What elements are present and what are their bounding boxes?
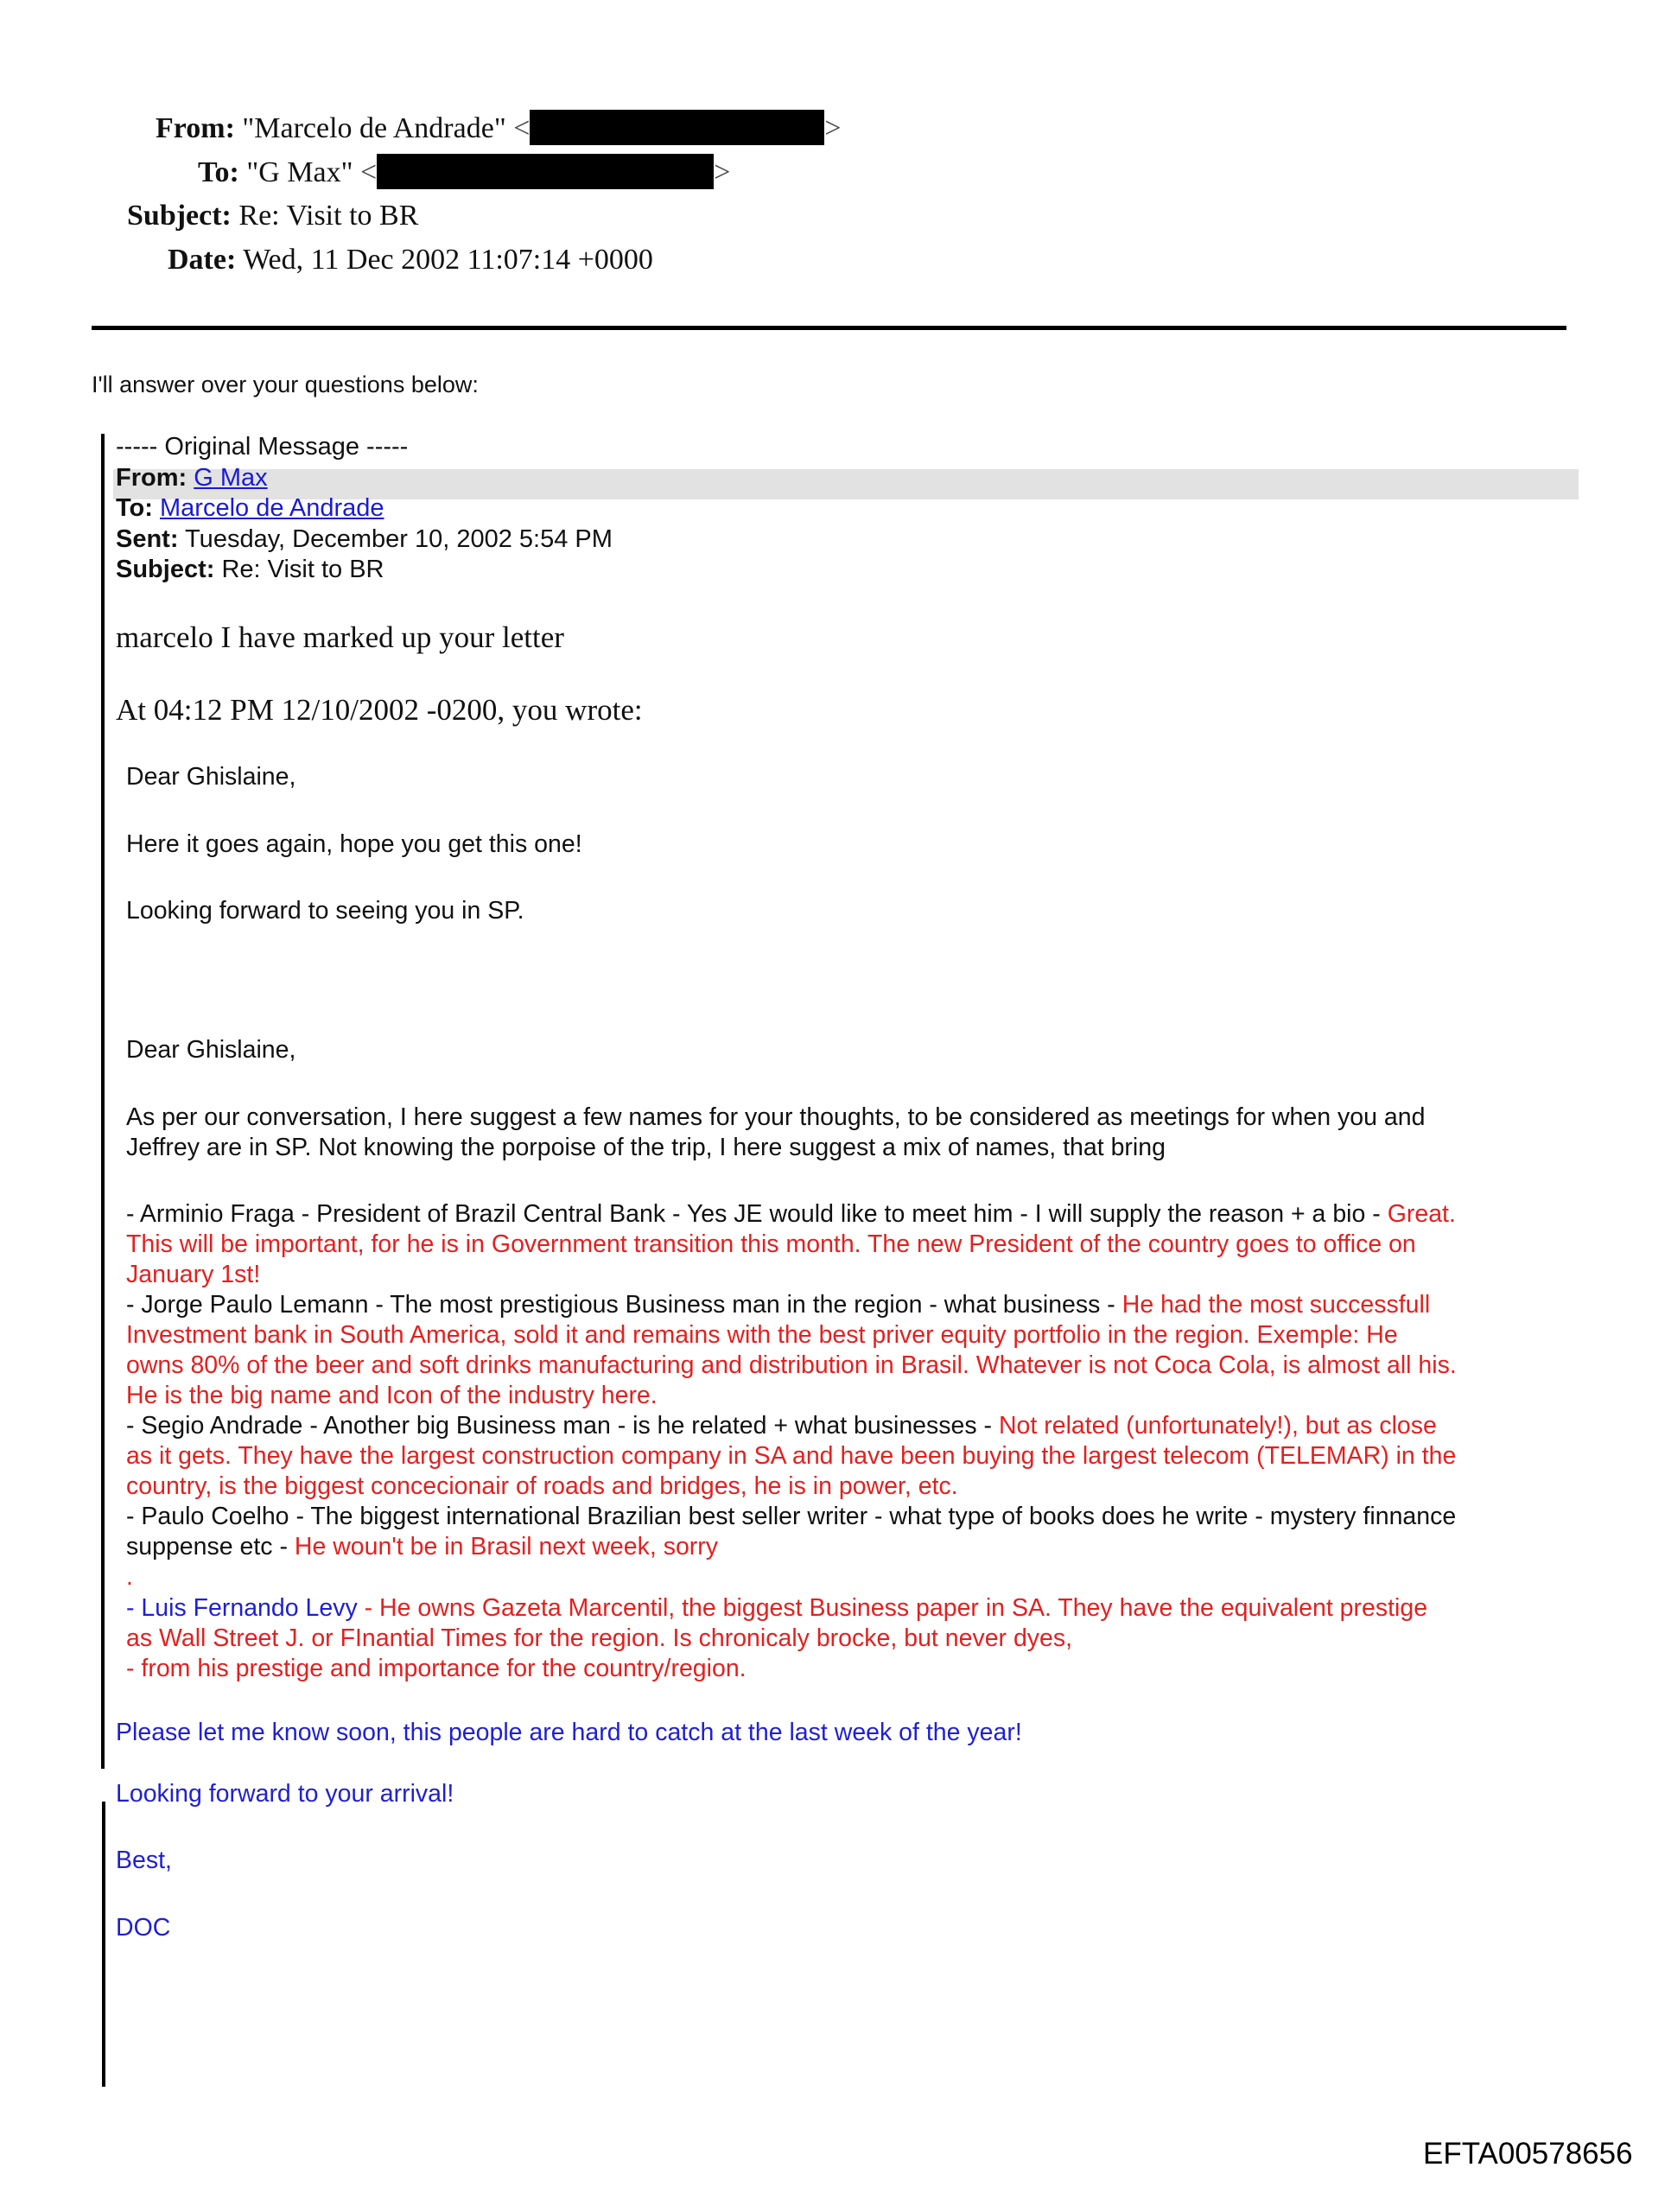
orig-subject-row	[116, 555, 384, 585]
header-to-label: To:	[198, 156, 239, 188]
header-date: Wed, 11 Dec 2002 11:07:14 +0000	[243, 244, 653, 276]
please-line: Please let me know soon, this people are hard to catch at the last week of the year!	[116, 1719, 1022, 1746]
orig-from-label: From:	[116, 464, 187, 492]
orig-subject: Re: Visit to BR	[221, 556, 384, 583]
greeting-1: Dear Ghislaine,	[126, 763, 296, 791]
orig-from-link[interactable]: G Max	[194, 464, 268, 492]
quote-bar-closing	[102, 1802, 105, 2087]
header-subject-label: Subject:	[127, 200, 232, 232]
item-fraga-line-1: - Arminio Fraga - President of Brazil Central Bank - Yes JE would like to meet him - I will supply the reason + a bio - Great.	[126, 1200, 1456, 1228]
closing-best: Best,	[116, 1847, 172, 1874]
header-to-row	[198, 154, 730, 190]
closing-looking: Looking forward to your arrival!	[116, 1780, 454, 1808]
redacted-to-email	[377, 154, 714, 189]
orig-sent-label: Sent:	[116, 525, 179, 553]
header-to-name: "G Max"	[246, 156, 353, 188]
orig-sent-row	[116, 524, 613, 555]
angle-close: >	[824, 112, 842, 144]
header-date-label: Date:	[168, 244, 237, 276]
orig-from-row	[116, 463, 268, 493]
header-from-row	[156, 110, 842, 146]
item-fraga-line-3: January 1st!	[126, 1261, 261, 1288]
item-lemann-line-2: Investment bank in South America, sold it and remains with the best priver equity portfolio in the region. Exemple: He	[126, 1321, 1398, 1349]
header-divider	[92, 326, 1566, 330]
orig-to-label: To:	[116, 494, 153, 522]
orig-sent: Tuesday, December 10, 2002 5:54 PM	[185, 525, 613, 553]
item-lemann-line-1: - Jorge Paulo Lemann - The most prestigious Business man in the region - what business - He had the most successfull	[126, 1291, 1431, 1319]
orig-to-link[interactable]: Marcelo de Andrade	[160, 494, 384, 522]
reply-note: marcelo I have marked up your letter	[116, 620, 564, 654]
original-message-separator: ----- Original Message -----	[116, 433, 409, 461]
line-looking-sp: Looking forward to seeing you in SP.	[126, 897, 524, 925]
header-subject: Re: Visit to BR	[238, 200, 419, 232]
angle-close: >	[714, 156, 731, 188]
paragraph-1-line-1: As per our conversation, I here suggest a few names for your thoughts, to be considered as meetings for when you and	[126, 1103, 1426, 1131]
intro-line: I'll answer over your questions below:	[92, 372, 479, 397]
item-fraga-line-2: This will be important, for he is in Government transition this month. The new President of the country goes to office on	[126, 1230, 1416, 1258]
header-from-name: "Marcelo de Andrade"	[242, 112, 506, 144]
item-levy-line-1: - Luis Fernando Levy - He owns Gazeta Marcentil, the biggest Business paper in SA. They have the equivalent prestige	[126, 1594, 1428, 1622]
header-subject-row	[127, 199, 418, 233]
angle-open: <	[513, 112, 531, 144]
item-levy-line-3: - from his prestige and importance for the country/region.	[126, 1655, 747, 1682]
orig-to-row	[116, 493, 384, 524]
orig-subject-label: Subject:	[116, 556, 215, 583]
item-coelho-line-2: suppense etc - He woun't be in Brasil next week, sorry	[126, 1533, 719, 1560]
quote-bar-main	[101, 434, 105, 1769]
attribution-line: At 04:12 PM 12/10/2002 -0200, you wrote:	[116, 693, 643, 727]
item-levy-line-2: as Wall Street J. or FInantial Times for the region. Is chronicaly brocke, but never dyes,	[126, 1624, 1073, 1652]
line-again: Here it goes again, hope you get this one!	[126, 830, 582, 858]
document-id: EFTA00578656	[1423, 2137, 1633, 2171]
item-andrade-line-1: - Segio Andrade - Another big Business man - is he related + what businesses - Not related (unfortunately!), but as close	[126, 1412, 1437, 1440]
item-coelho-line-1: - Paulo Coelho - The biggest international Brazilian best seller writer - what type of books does he write - mystery finnance	[126, 1503, 1457, 1530]
closing-signature: DOC	[116, 1914, 171, 1942]
item-lemann-line-4: He is the big name and Icon of the industry here.	[126, 1382, 658, 1409]
item-andrade-line-3: country, is the biggest concecionair of roads and bridges, he is in power, etc.	[126, 1472, 958, 1500]
paragraph-1-line-2: Jeffrey are in SP. Not knowing the porpoise of the trip, I here suggest a mix of names, that bring	[126, 1134, 1166, 1161]
header-date-row	[168, 243, 653, 277]
redacted-from-email	[530, 110, 824, 145]
angle-open: <	[360, 156, 378, 188]
item-andrade-line-2: as it gets. They have the largest construction company in SA and have been buying the largest telecom (TELEMAR) in the	[126, 1442, 1457, 1470]
header-from-label: From:	[156, 112, 235, 144]
item-lemann-line-3: owns 80% of the beer and soft drinks manufacturing and distribution in Brasil. Whatever is not Coca Cola, is almost all his.	[126, 1351, 1457, 1379]
stray-dot: .	[126, 1563, 133, 1591]
greeting-2: Dear Ghislaine,	[126, 1036, 296, 1064]
